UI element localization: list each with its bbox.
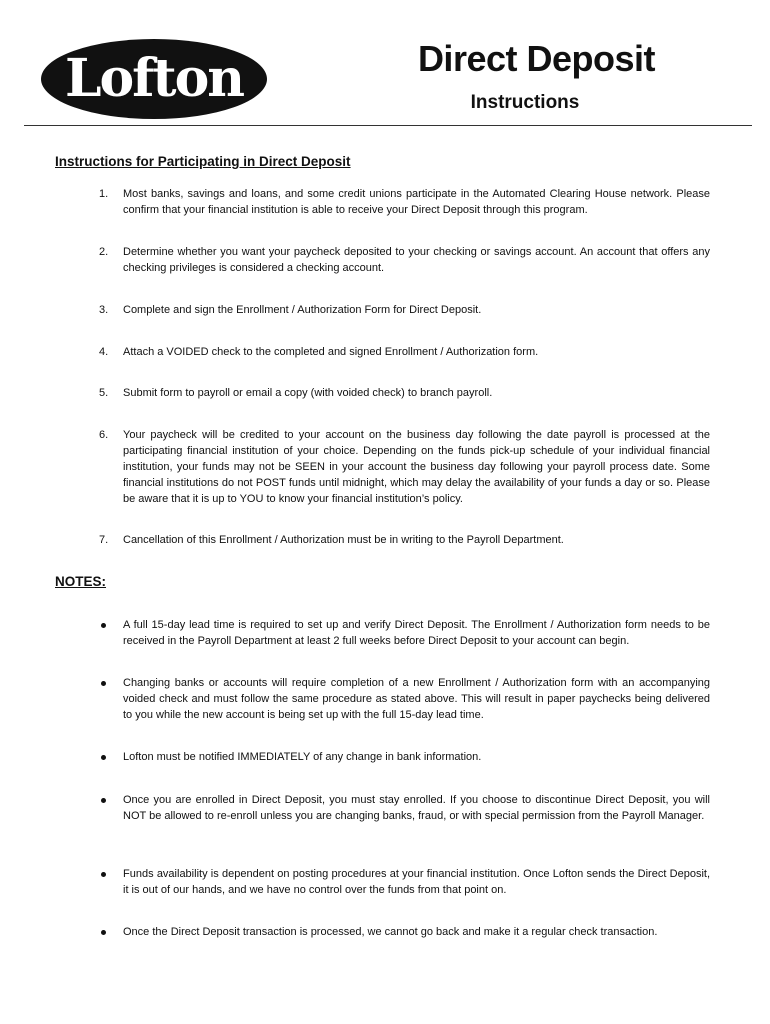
bullet-icon [101, 872, 106, 877]
step-number: 6. [99, 429, 109, 441]
lofton-logo [40, 38, 268, 120]
lofton-logo-graphic [40, 38, 268, 120]
note-text: Funds availability is dependent on posting procedures at your financial institution. Once Lofton sends the Direct Deposit, it is out of our hands, and we have no control over the funds from that point on. [123, 868, 710, 896]
step-text: Your paycheck will be credited to your account on the business day following the date payroll is processed at the participating financial institution of your choice. Depending on the funds pick-up schedule of your individual financial institution, your funds may not be SEEN in your account the business day following your payroll process date. Some financial institutions do not POST funds until midnight, which may delay the availability of your funds a day or so. Please be aware that it is up to YOU to know your financial institution’s policy. [123, 429, 710, 505]
note-text: Changing banks or accounts will require completion of a new Enrollment / Authorization form with an accompanying voided check and must follow the same procedure as stated above. This will result in paper paychecks being delivered to you while the new account is being set up with the full 15-day lead time. [123, 677, 710, 721]
step-number: 7. [99, 534, 109, 546]
step-number: 4. [99, 346, 109, 358]
bullet-icon [101, 681, 106, 686]
note-text: Once the Direct Deposit transaction is processed, we cannot go back and make it a regular check transaction. [123, 926, 658, 938]
step-text: Cancellation of this Enrollment / Authorization must be in writing to the Payroll Department. [123, 534, 564, 546]
step-number: 1. [99, 188, 109, 200]
bullet-icon [101, 930, 106, 935]
bullet-icon [101, 623, 106, 628]
bullet-icon [101, 798, 106, 803]
page-subtitle: Instructions [470, 92, 580, 113]
step-text: Determine whether you want your paycheck deposited to your checking or savings account. An account that offers any checking privileges is considered a checking account. [123, 246, 710, 274]
header-divider [24, 125, 752, 126]
step-text: Most banks, savings and loans, and some credit unions participate in the Automated Clearing House network. Please confirm that your financial institution is able to receive your Direct Deposit through this program. [123, 188, 710, 216]
instructions-heading: Instructions for Participating in Direct Deposit [55, 154, 351, 169]
bullet-icon [101, 755, 106, 760]
note-text: Lofton must be notified IMMEDIATELY of any change in bank information. [123, 751, 482, 763]
note-text: A full 15-day lead time is required to set up and verify Direct Deposit. The Enrollment / Authorization form needs to be received in the Payroll Department at least 2 full weeks before Direct Deposit to your account can begin. [123, 619, 710, 647]
step-text: Complete and sign the Enrollment / Authorization Form for Direct Deposit. [123, 304, 482, 316]
note-text: Once you are enrolled in Direct Deposit, you must stay enrolled. If you choose to discontinue Direct Deposit, you will NOT be allowed to re-enroll unless you are changing banks, fraud, or with special permission from the Payroll Manager. [123, 794, 710, 822]
step-number: 5. [99, 387, 109, 399]
step-text: Submit form to payroll or email a copy (with voided check) to branch payroll. [123, 387, 493, 399]
step-number: 3. [99, 304, 109, 316]
page-title: Direct Deposit [417, 38, 655, 79]
step-text: Attach a VOIDED check to the completed and signed Enrollment / Authorization form. [123, 346, 539, 358]
notes-heading: NOTES: [55, 574, 107, 589]
step-number: 2. [99, 246, 109, 258]
logo-text: Lofton [64, 48, 244, 109]
